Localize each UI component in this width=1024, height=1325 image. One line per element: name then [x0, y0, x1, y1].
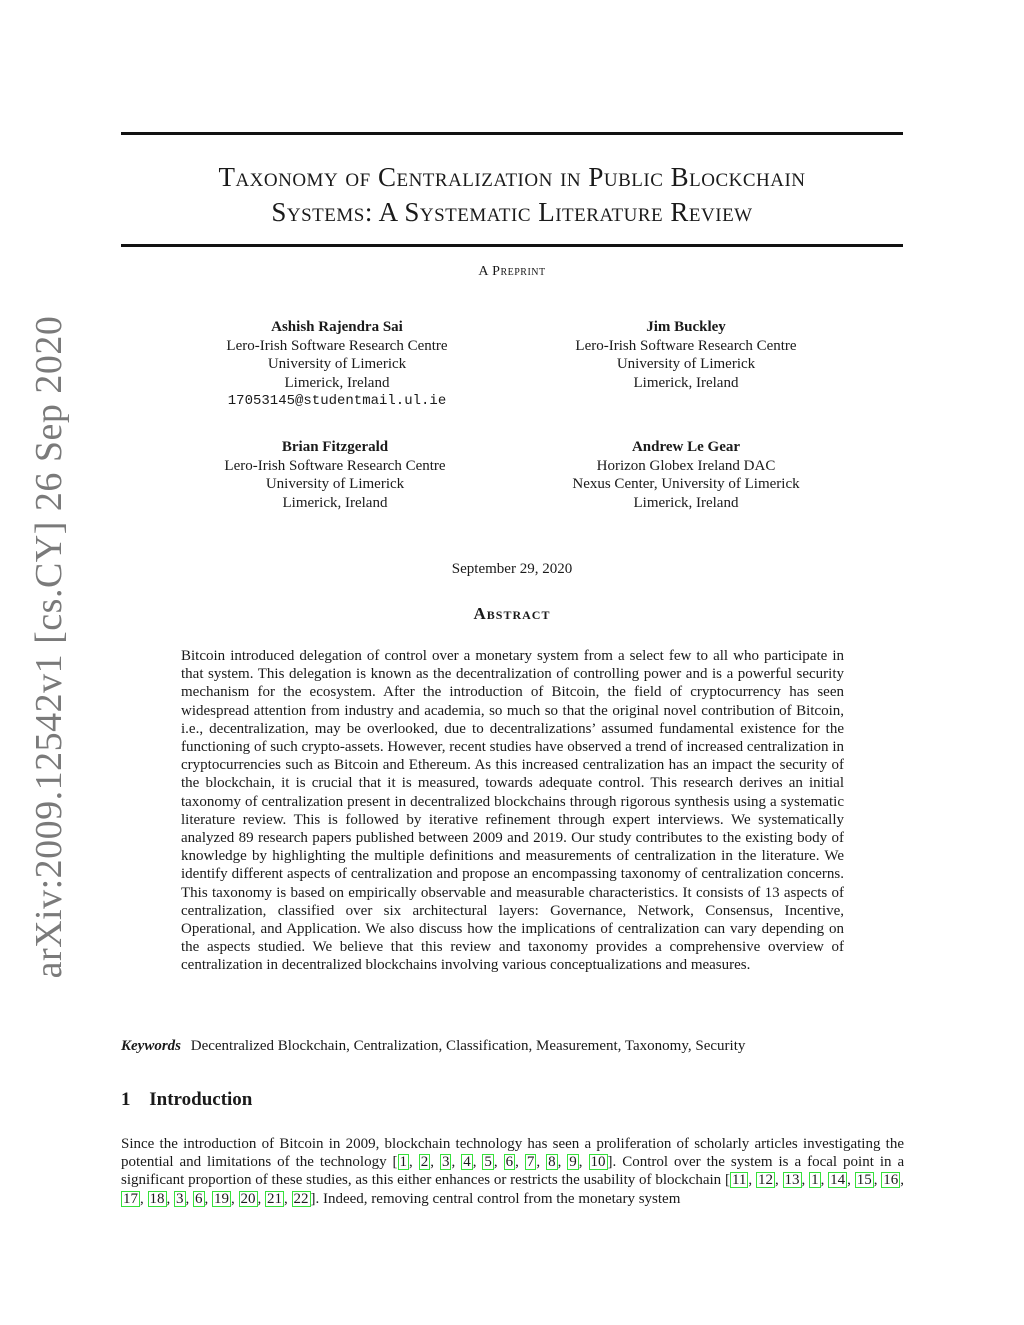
section-number: 1 [121, 1089, 131, 1110]
citation-link[interactable]: 15 [856, 1172, 872, 1189]
author-name: Jim Buckley [646, 319, 726, 335]
citation-link[interactable]: 10 [590, 1154, 606, 1171]
author-name: Ashish Rajendra Sai [271, 319, 403, 335]
author-name: Andrew Le Gear [631, 439, 741, 455]
citation-link[interactable]: 12 [757, 1172, 773, 1189]
author-institution: University of Limerick [265, 476, 405, 492]
citation-link[interactable]: 16 [883, 1172, 899, 1189]
author-institution: University of Limerick [616, 356, 756, 372]
citation-link[interactable]: 6 [195, 1190, 203, 1207]
title-rule-top [121, 132, 903, 135]
author-institution: Nexus Center, University of Limerick [572, 476, 800, 492]
citation-link[interactable]: 18 [149, 1190, 165, 1207]
author-affiliation: Horizon Globex Ireland DAC [596, 457, 776, 474]
author-block [536, 438, 836, 512]
abstract-body: Bitcoin introduced delegation of control over a monetary system from a select few to all who participate in that system. This delegation is known as the decentralization of controlling power and is a powerful security mechanism for the ecosystem. After the introduction of Bitcoin, the field of cryptocurrency has seen widespread attention from industry and academia, so much so that the original novel contribution of Bitcoin, i.e., decentralization, may be overlooked, due to decentralizations’ assumed fundamental existence for the functioning of such crypto-assets. However, recent studies have observed a trend of increased centralization in cryptocurrencies such as Bitcoin and Ethereum. As this increased centralization has an impact the security of the blockchain, it is crucial that it is measured, towards adequate control. This research derives an initial taxonomy of centralization present in decentralized blockchains through rigorous synthesis using a systematic literature review. This is followed by iterative refinement through expert interviews. We systematically analyzed 89 research papers published between 2009 and 2019. Our study contributes to the existing body of knowledge by highlighting the multiple definitions and measurements of centralization in the literature. We identify different aspects of centralization and propose an encompassing taxonomy of centralization concerns. This taxonomy is based on empirically observable and measurable characteristics. It consists of 13 aspects of centralization, classified over six architectural layers: Governance, Network, Consensus, Incentive, Operational, and Application. We also discuss how the implications of centralization can vary depending on the aspects studied. We believe that this review and taxonomy provides a comprehensive overview of centralization in decentralized blockchains involving various conceptualizations and measures. [181, 648, 844, 974]
author-institution: University of Limerick [267, 356, 407, 372]
citation-link[interactable]: 3 [441, 1154, 450, 1171]
intro-text: ]. Control over the system is a focal point in a significant proportion of these studies, as this either enhances or restricts the usability of blockchain [ [121, 1154, 905, 1189]
citation-link[interactable]: 17 [123, 1190, 138, 1207]
citation-link[interactable]: 21 [267, 1190, 282, 1207]
citation-link[interactable]: 3 [176, 1190, 184, 1207]
citation-group: 1 , 2 , 3 , 4 , 5 , 6 , 7 , 8 , 9 , 10 [399, 1154, 606, 1171]
abstract-heading: Abstract [473, 604, 551, 623]
arxiv-identifier-stamp: arXiv:2009.12542v1 [cs.CY] 26 Sep 2020 [28, 315, 70, 979]
author-affiliation: Lero-Irish Software Research Centre [224, 457, 446, 474]
author-location: Limerick, Ireland [633, 494, 739, 511]
author-affiliation: Lero-Irish Software Research Centre [575, 337, 797, 354]
citation-link[interactable]: 20 [240, 1190, 256, 1207]
citation-link[interactable]: 6 [505, 1154, 514, 1171]
citation-link[interactable]: 1 [399, 1154, 408, 1171]
citation-link[interactable]: 5 [484, 1154, 492, 1171]
author-name: Brian Fitzgerald [281, 439, 389, 455]
preprint-label: A Preprint [478, 264, 546, 279]
keywords-line [121, 1038, 903, 1055]
author-location: Limerick, Ireland [284, 374, 390, 391]
citation-group: 11 , 12 , 13 , 1 , 14 , 15 , 16 , 17 , 18 , 3 , 6 , 19 , 20 , 21 , 22 [123, 1172, 905, 1207]
citation-link[interactable]: 7 [526, 1154, 535, 1171]
section-heading [121, 1089, 252, 1111]
author-block [185, 438, 485, 512]
intro-paragraph [121, 1135, 904, 1208]
intro-text: Since the introduction of Bitcoin in 2009, blockchain technology has seen a proliferation of scholarly articles investigating the potential and limitations of the technology [ [121, 1136, 904, 1171]
citation-link[interactable]: 19 [214, 1190, 229, 1207]
keywords-text: Decentralized Blockchain, Centralization, Classification, Measurement, Taxonomy, Security [190, 1038, 746, 1054]
author-block [536, 318, 836, 392]
title-rule-bottom [121, 244, 903, 247]
paper-title-line-2: Systems: A Systematic Literature Review [271, 197, 753, 227]
citation-link[interactable]: 13 [784, 1172, 800, 1189]
citation-link[interactable]: 11 [731, 1172, 747, 1189]
citation-link[interactable]: 1 [811, 1172, 819, 1189]
author-block [187, 318, 487, 411]
author-location: Limerick, Ireland [282, 494, 388, 511]
author-location: Limerick, Ireland [633, 374, 739, 391]
citation-link[interactable]: 14 [830, 1172, 846, 1189]
citation-link[interactable]: 2 [420, 1154, 429, 1171]
citation-link[interactable]: 9 [569, 1154, 577, 1171]
citation-link[interactable]: 22 [293, 1190, 309, 1207]
section-title: Introduction [149, 1089, 253, 1110]
citation-link[interactable]: 4 [463, 1154, 471, 1171]
citation-link[interactable]: 8 [548, 1154, 556, 1171]
keywords-label: Keywords [121, 1038, 181, 1054]
author-affiliation: Lero-Irish Software Research Centre [226, 337, 448, 354]
author-email[interactable]: 17053145@studentmail.ul.ie [227, 393, 447, 409]
paper-title-line-1: Taxonomy of Centralization in Public Blockchain [218, 162, 806, 192]
intro-text: ]. Indeed, removing central control from the monetary system [310, 1190, 681, 1207]
publication-date: September 29, 2020 [451, 561, 573, 577]
